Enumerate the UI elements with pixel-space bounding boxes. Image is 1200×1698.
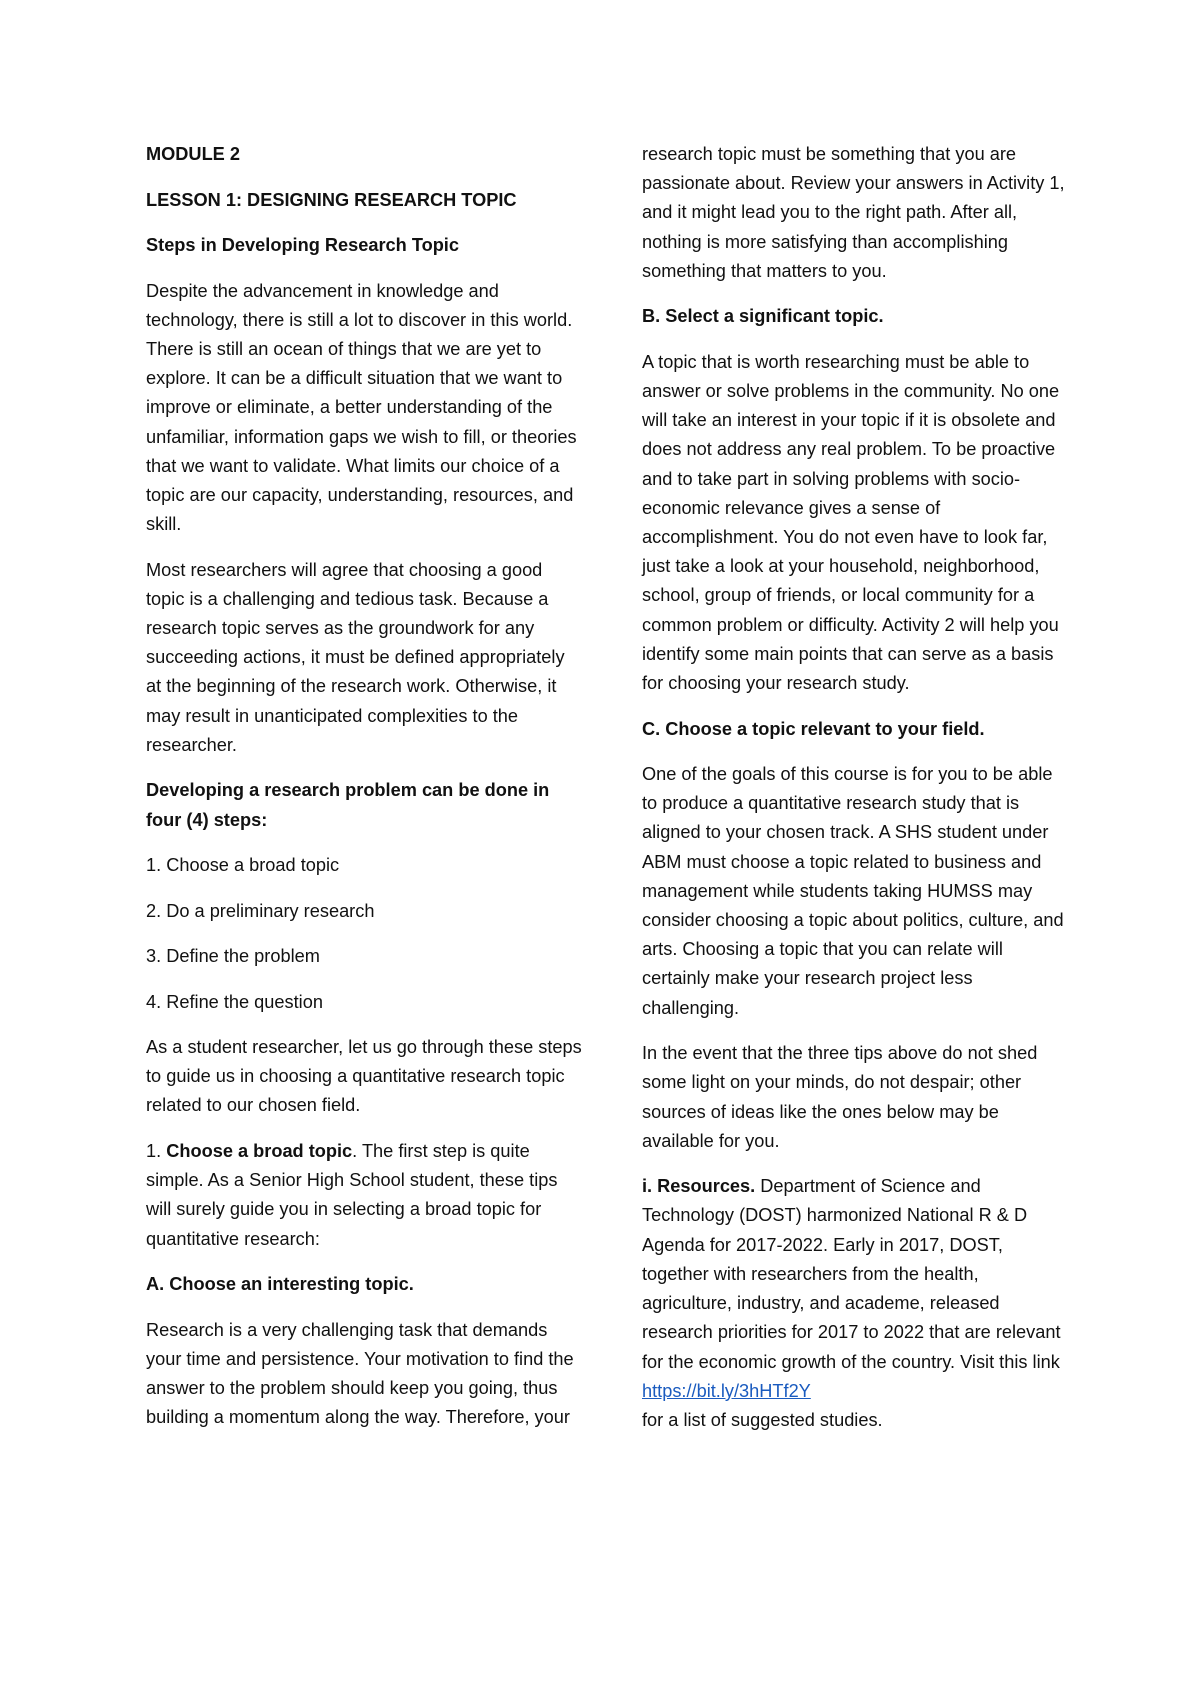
tip-b-heading: B. Select a significant topic. <box>642 306 884 327</box>
step-item-2: 2. Do a preliminary research <box>146 900 375 921</box>
tip-a-continued: research topic must be something that you are passionate about. Review your answers in Activity 1, and it might lead you to the right path. After all, nothing is more satisfying than accomplishing something that matters to you. <box>642 144 1065 281</box>
steps-heading: Developing a research problem can be done in four (4) steps: <box>146 780 550 830</box>
step-item-3: 3. Define the problem <box>146 946 320 967</box>
resources-text: Department of Science and Technology (DOST) harmonized National R & D Agenda for 2017-2022. Early in 2017, DOST, together with researchers from the health, agriculture, industry, and academe, released research priorities for 2017 to 2022 that are relevant for the economic growth of the country. Visit this link <box>642 1176 1061 1372</box>
tip-a-heading: A. Choose an interesting topic. <box>146 1274 414 1295</box>
intro-paragraph-1: Despite the advancement in knowledge and technology, there is still a lot to discover in this world. There is still an ocean of things that we are yet to explore. It can be a difficult situation that we want to improve or eliminate, a better understanding of the unfamiliar, information gaps we wish to fill, or theories that we want to validate. What limits our choice of a topic are our capacity, understanding, resources, and skill. <box>146 280 577 535</box>
tip-c-paragraph: One of the goals of this course is for you to be able to produce a quantitative research study that is aligned to your chosen track. A SHS student under ABM must choose a topic related to business and management while students taking HUMSS may consider choosing a topic about politics, culture, and arts. Choosing a topic that you can relate will certainly make your research project less challenging. <box>642 764 1064 1018</box>
tip-c-heading: C. Choose a topic relevant to your field. <box>642 718 985 739</box>
step1-lead: Choose a broad topic <box>166 1140 353 1161</box>
step1-paragraph <box>146 1137 582 1254</box>
lesson-title: LESSON 1: DESIGNING RESEARCH TOPIC <box>146 189 517 210</box>
step-item-4: 4. Refine the question <box>146 991 323 1012</box>
module-title: MODULE 2 <box>146 144 240 164</box>
step1-text: . The first step is quite simple. As a Senior High School student, these tips will surely guide you in selecting a broad topic for quantitative research: <box>146 1140 558 1249</box>
left-column <box>146 140 582 1449</box>
event-paragraph: In the event that the three tips above do not shed some light on your minds, do not despair; other sources of ideas like the ones below may be available for you. <box>642 1043 1038 1151</box>
resources-after-link: for a list of suggested studies. <box>642 1409 883 1430</box>
dost-agenda-link[interactable]: https://bit.ly/3hHTf2Y <box>642 1380 811 1401</box>
resources-lead: i. Resources. <box>642 1176 756 1197</box>
resources-paragraph <box>642 1172 1068 1435</box>
tip-b-paragraph: A topic that is worth researching must be able to answer or solve problems in the community. No one will take an interest in your topic if it is obsolete and does not address any real problem. To be proactive and to take part in solving problems with socio-economic relevance gives a sense of accomplishment. You do not even have to look far, just take a look at your household, neighborhood, school, group of friends, or local community for a common problem or difficulty. Activity 2 will help you identify some main points that can serve as a basis for choosing your research study. <box>642 351 1060 694</box>
guide-paragraph: As a student researcher, let us go through these steps to guide us in choosing a quantitative research topic related to our chosen field. <box>146 1037 582 1116</box>
step1-number: 1. <box>146 1140 167 1161</box>
tip-a-paragraph: Research is a very challenging task that demands your time and persistence. Your motivation to find the answer to the problem should keep you going, thus building a momentum along the way. Therefore, your <box>146 1319 574 1428</box>
section-title: Steps in Developing Research Topic <box>146 235 459 255</box>
intro-paragraph-2: Most researchers will agree that choosing a good topic is a challenging and tedious task. Because a research topic serves as the groundwork for any succeeding actions, it must be defined appropriately at the beginning of the research work. Otherwise, it may result in unanticipated complexities to the researcher. <box>146 559 565 755</box>
step-item-1: 1. Choose a broad topic <box>146 855 340 876</box>
right-column <box>642 140 1068 1451</box>
